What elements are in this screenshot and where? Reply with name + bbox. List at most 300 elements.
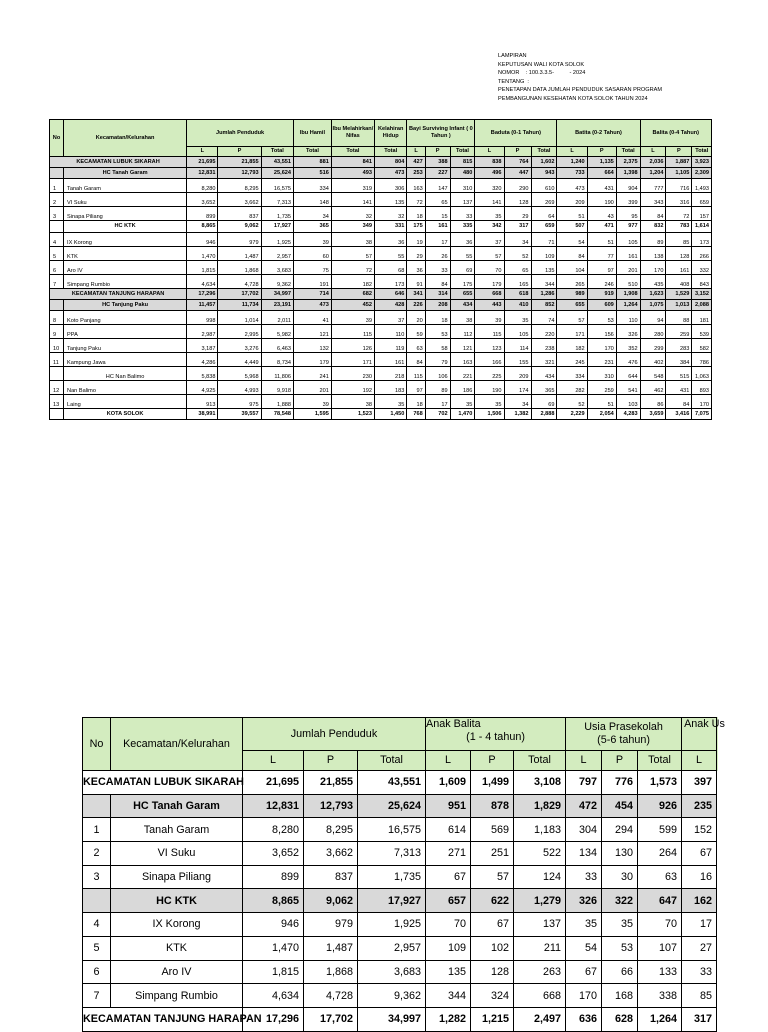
table-cell: 71 — [531, 232, 557, 246]
table-cell: 664 — [587, 168, 616, 179]
table-cell: 269 — [531, 193, 557, 207]
table-cell: 110 — [375, 324, 407, 338]
row-label: VI Suku — [64, 193, 187, 207]
table-cell: 1,135 — [587, 157, 616, 168]
table-cell: 53 — [602, 936, 638, 960]
table-cell: 609 — [587, 299, 616, 310]
table-cell: 175 — [407, 221, 425, 232]
table-cell: 165 — [504, 274, 531, 288]
table-row — [50, 324, 712, 338]
table-cell: 644 — [616, 366, 640, 380]
table-cell: 334 — [557, 366, 587, 380]
table-cell: 764 — [504, 157, 531, 168]
row-number — [50, 408, 64, 419]
table-cell: 141 — [331, 193, 374, 207]
table-cell: 88 — [666, 310, 692, 324]
table-cell: 246 — [587, 274, 616, 288]
table-cell: 977 — [616, 221, 640, 232]
anak-balita-range: (1 - 4 tahun) — [466, 731, 525, 743]
table-cell: 434 — [531, 366, 557, 380]
subheader-cell: P — [602, 751, 638, 771]
table-cell: 1,868 — [304, 960, 358, 984]
table-cell: 3,662 — [218, 193, 261, 207]
table-cell: 975 — [218, 394, 261, 408]
table-cell: 659 — [531, 221, 557, 232]
table-cell: 434 — [450, 299, 475, 310]
subheader-cell: P — [666, 147, 692, 157]
table-cell: 102 — [471, 936, 514, 960]
table-cell: 119 — [375, 338, 407, 352]
table-cell: 447 — [504, 168, 531, 179]
table-cell: 35 — [504, 310, 531, 324]
table-cell: 18 — [425, 310, 450, 324]
table-cell: 29 — [407, 246, 425, 260]
table-cell: 27 — [682, 936, 717, 960]
table-cell: 1,735 — [358, 865, 426, 889]
col-header-jumlah-penduduk: Jumlah Penduduk — [243, 718, 426, 751]
table-cell: 271 — [426, 842, 471, 866]
row-number: 5 — [83, 936, 111, 960]
table-cell: 480 — [450, 168, 475, 179]
table-cell: 2,088 — [692, 299, 712, 310]
table-cell: 105 — [504, 324, 531, 338]
population-target-table-zoomed — [82, 717, 725, 1032]
table-cell: 1,573 — [638, 771, 682, 795]
table-cell: 668 — [475, 288, 504, 299]
row-number: 1 — [83, 818, 111, 842]
table-cell: 109 — [426, 936, 471, 960]
row-label: KECAMATAN TANJUNG HARAPAN — [83, 1007, 243, 1031]
subheader-cell: Total — [692, 147, 712, 157]
table-cell: 264 — [638, 842, 682, 866]
row-number: 12 — [50, 380, 64, 394]
table-cell: 17 — [425, 394, 450, 408]
table-cell: 349 — [331, 221, 374, 232]
table-cell: 1,398 — [616, 168, 640, 179]
table-cell: 33 — [566, 865, 602, 889]
table-cell: 384 — [666, 352, 692, 366]
table-cell: 2,888 — [531, 408, 557, 419]
table-cell: 34 — [504, 394, 531, 408]
table-cell: 38 — [331, 394, 374, 408]
table-cell: 51 — [587, 394, 616, 408]
table-cell: 657 — [426, 889, 471, 913]
table-cell: 51 — [557, 207, 587, 221]
col-header-batita: Batita (0-2 Tahun) — [557, 120, 640, 147]
table-cell: 36 — [407, 260, 425, 274]
table-cell: 130 — [602, 842, 638, 866]
table-row — [50, 338, 712, 352]
table-cell: 843 — [692, 274, 712, 288]
subheader-cell: P — [304, 751, 358, 771]
row-label: Aro IV — [64, 260, 187, 274]
table-cell: 946 — [243, 913, 304, 937]
table-cell: 66 — [602, 960, 638, 984]
table-cell: 34 — [504, 232, 531, 246]
table-cell: 1,815 — [243, 960, 304, 984]
table-cell: 182 — [557, 338, 587, 352]
subheader-cell: Total — [450, 147, 475, 157]
table-cell: 452 — [331, 299, 374, 310]
table-cell: 1,264 — [638, 1007, 682, 1031]
table-cell: 21,695 — [243, 771, 304, 795]
table-cell: 75 — [294, 260, 332, 274]
table-cell: 4,283 — [616, 408, 640, 419]
row-label: HC Tanjung Paku — [64, 299, 187, 310]
table-cell: 646 — [375, 288, 407, 299]
table-cell: 471 — [587, 221, 616, 232]
table-cell: 85 — [666, 232, 692, 246]
table-cell: 1,240 — [557, 157, 587, 168]
table-cell: 37 — [475, 232, 504, 246]
table-cell: 410 — [504, 299, 531, 310]
table-cell: 115 — [407, 366, 425, 380]
table-row — [83, 936, 717, 960]
table-cell: 1,735 — [261, 207, 293, 221]
table-cell: 156 — [587, 324, 616, 338]
table-cell: 16,575 — [358, 818, 426, 842]
table-cell: 3,652 — [187, 193, 218, 207]
table-cell: 3,416 — [666, 408, 692, 419]
table-cell: 402 — [640, 352, 666, 366]
table-cell: 1,487 — [218, 246, 261, 260]
table-cell: 473 — [557, 179, 587, 193]
table-cell: 9,918 — [261, 380, 293, 394]
table-cell: 84 — [557, 246, 587, 260]
table-cell: 655 — [450, 288, 475, 299]
table-cell: 211 — [514, 936, 566, 960]
table-cell: 3,683 — [358, 960, 426, 984]
table-cell: 3,662 — [304, 842, 358, 866]
row-label: HC KTK — [64, 221, 187, 232]
table-cell: 2,011 — [261, 310, 293, 324]
table-row — [83, 889, 717, 913]
row-label: KECAMATAN LUBUK SIKARAH — [50, 157, 187, 168]
row-label: Tanah Garam — [111, 818, 243, 842]
row-label: HC Nan Balimo — [64, 366, 187, 380]
table-cell: 1,470 — [450, 408, 475, 419]
table-cell: 208 — [425, 299, 450, 310]
table-cell: 103 — [616, 394, 640, 408]
table-cell: 163 — [450, 352, 475, 366]
table-cell: 1,595 — [294, 408, 332, 419]
table-cell: 1,204 — [640, 168, 666, 179]
table-cell: 231 — [587, 352, 616, 366]
table-cell: 4,634 — [243, 984, 304, 1008]
table-cell: 112 — [450, 324, 475, 338]
table-row — [50, 221, 712, 232]
col-header-ibu-hamil: Ibu Hamil — [294, 120, 332, 147]
table-cell: 1,609 — [426, 771, 471, 795]
table-cell: 365 — [531, 380, 557, 394]
table-cell: 39 — [331, 310, 374, 324]
row-number: 5 — [50, 246, 64, 260]
table-cell: 135 — [426, 960, 471, 984]
table-cell: 183 — [375, 380, 407, 394]
table-cell: 1,279 — [514, 889, 566, 913]
subheader-cell: Total — [616, 147, 640, 157]
table-cell: 21,695 — [187, 157, 218, 168]
table-cell: 115 — [475, 324, 504, 338]
row-number: 6 — [50, 260, 64, 274]
table-cell: 893 — [692, 380, 712, 394]
subheader-cell: L — [557, 147, 587, 157]
table-cell: 408 — [666, 274, 692, 288]
table-cell: 57 — [471, 865, 514, 889]
table-cell: 161 — [425, 221, 450, 232]
table-cell: 12,831 — [243, 794, 304, 818]
table-cell: 397 — [682, 771, 717, 795]
table-cell: 115 — [331, 324, 374, 338]
table-cell: 1,623 — [640, 288, 666, 299]
table-cell: 2,995 — [218, 324, 261, 338]
table-cell: 161 — [616, 246, 640, 260]
table-cell: 1,815 — [187, 260, 218, 274]
table-cell: 326 — [616, 324, 640, 338]
table-cell: 428 — [375, 299, 407, 310]
row-label: HC Tanah Garam — [64, 168, 187, 179]
table-cell: 135 — [375, 193, 407, 207]
table-row — [50, 246, 712, 260]
table-row — [50, 299, 712, 310]
table-cell: 431 — [666, 380, 692, 394]
table-row — [50, 352, 712, 366]
table-cell: 106 — [425, 366, 450, 380]
table-cell: 3,659 — [640, 408, 666, 419]
subheader-cell: Total — [261, 147, 293, 157]
table-cell: 166 — [475, 352, 504, 366]
table-cell: 266 — [692, 246, 712, 260]
header-line: PENETAPAN DATA JUMLAH PENDUDUK SASARAN PROGRAM — [498, 87, 663, 94]
table-cell: 15 — [425, 207, 450, 221]
table-cell: 1,470 — [187, 246, 218, 260]
table-cell: 128 — [504, 193, 531, 207]
table-cell: 57 — [331, 246, 374, 260]
table-cell: 335 — [450, 221, 475, 232]
table-cell: 946 — [187, 232, 218, 246]
table-cell: 162 — [682, 889, 717, 913]
table-cell: 1,470 — [243, 936, 304, 960]
table-cell: 114 — [504, 338, 531, 352]
row-label: Aro IV — [111, 960, 243, 984]
table-row — [50, 260, 712, 274]
subheader-cell: L — [187, 147, 218, 157]
table-row — [83, 960, 717, 984]
table-row — [50, 408, 712, 419]
table-cell: 65 — [504, 260, 531, 274]
table-cell: 342 — [475, 221, 504, 232]
table-cell: 230 — [331, 366, 374, 380]
table-cell: 9,062 — [304, 889, 358, 913]
table-row — [83, 1007, 717, 1031]
table-cell: 899 — [187, 207, 218, 221]
table-cell: 290 — [504, 179, 531, 193]
table-cell: 11,734 — [218, 299, 261, 310]
row-number — [83, 889, 111, 913]
row-label: Simpang Rumbio — [111, 984, 243, 1008]
table-cell: 238 — [531, 338, 557, 352]
table-cell: 84 — [666, 394, 692, 408]
row-label: KTK — [64, 246, 187, 260]
row-number: 2 — [50, 193, 64, 207]
table-cell: 1,829 — [514, 794, 566, 818]
table-cell: 4,449 — [218, 352, 261, 366]
subheader-cell: L — [407, 147, 425, 157]
table-cell: 837 — [304, 865, 358, 889]
subheader-cell: Total — [375, 147, 407, 157]
table-row — [83, 771, 717, 795]
table-cell: 51 — [587, 232, 616, 246]
table-cell: 2,054 — [587, 408, 616, 419]
table-cell: 3,152 — [692, 288, 712, 299]
table-cell: 161 — [666, 260, 692, 274]
table-cell: 133 — [638, 960, 682, 984]
table-cell: 69 — [531, 394, 557, 408]
row-number: 7 — [83, 984, 111, 1008]
table-cell: 647 — [638, 889, 682, 913]
table-cell: 3,652 — [243, 842, 304, 866]
row-label: Kampung Jawa — [64, 352, 187, 366]
table-cell: 989 — [557, 288, 587, 299]
table-cell: 539 — [692, 324, 712, 338]
row-number: 8 — [50, 310, 64, 324]
table-cell: 251 — [471, 842, 514, 866]
table-cell: 1,014 — [218, 310, 261, 324]
table-cell: 8,280 — [187, 179, 218, 193]
table-cell: 618 — [504, 288, 531, 299]
table-cell: 20 — [407, 310, 425, 324]
table-cell: 668 — [514, 984, 566, 1008]
table-row — [83, 818, 717, 842]
row-label: KECAMATAN LUBUK SIKARAH — [83, 771, 243, 795]
table-cell: 57 — [475, 246, 504, 260]
table-cell: 95 — [616, 207, 640, 221]
table-cell: 320 — [475, 179, 504, 193]
table-cell: 326 — [566, 889, 602, 913]
table-cell: 8,295 — [304, 818, 358, 842]
table-cell: 43,551 — [358, 771, 426, 795]
table-cell: 515 — [666, 366, 692, 380]
row-number: 1 — [50, 179, 64, 193]
row-number: 13 — [50, 394, 64, 408]
row-label: HC Tanah Garam — [111, 794, 243, 818]
table-cell: 1,215 — [471, 1007, 514, 1031]
table-cell: 54 — [557, 232, 587, 246]
table-cell: 174 — [504, 380, 531, 394]
table-row — [50, 366, 712, 380]
table-row — [50, 288, 712, 299]
table-cell: 91 — [407, 274, 425, 288]
table-cell: 221 — [450, 366, 475, 380]
table-cell: 77 — [587, 246, 616, 260]
table-cell: 548 — [640, 366, 666, 380]
table-cell: 3,923 — [692, 157, 712, 168]
table-row — [83, 865, 717, 889]
table-cell: 768 — [407, 408, 425, 419]
table-cell: 26 — [425, 246, 450, 260]
table-cell: 43 — [587, 207, 616, 221]
table-cell: 192 — [331, 380, 374, 394]
table-cell: 979 — [304, 913, 358, 937]
table-cell: 1,013 — [666, 299, 692, 310]
table-cell: 1,602 — [531, 157, 557, 168]
table-cell: 37 — [375, 310, 407, 324]
table-row — [83, 984, 717, 1008]
table-cell: 427 — [407, 157, 425, 168]
table-cell: 65 — [425, 193, 450, 207]
table-cell: 496 — [475, 168, 504, 179]
row-label: HC KTK — [111, 889, 243, 913]
table-cell: 63 — [407, 338, 425, 352]
row-label: IX Korong — [64, 232, 187, 246]
table-cell: 4,728 — [218, 274, 261, 288]
table-cell: 70 — [475, 260, 504, 274]
table-cell: 998 — [187, 310, 218, 324]
table-cell: 306 — [375, 179, 407, 193]
row-number — [50, 366, 64, 380]
table-cell: 53 — [425, 324, 450, 338]
table-cell: 1,105 — [666, 168, 692, 179]
population-target-table — [49, 119, 712, 420]
table-cell: 476 — [616, 352, 640, 366]
table-cell: 39 — [294, 394, 332, 408]
table-cell: 1,183 — [514, 818, 566, 842]
table-cell: 35 — [475, 207, 504, 221]
document-header — [498, 52, 662, 104]
table-cell: 126 — [331, 338, 374, 352]
table-cell: 38 — [450, 310, 475, 324]
table-cell: 1,506 — [475, 408, 504, 419]
table-cell: 599 — [638, 818, 682, 842]
table-cell: 171 — [331, 352, 374, 366]
table-cell: 614 — [426, 818, 471, 842]
table-cell: 304 — [566, 818, 602, 842]
table-cell: 173 — [375, 274, 407, 288]
table-cell: 138 — [640, 246, 666, 260]
table-cell: 33 — [682, 960, 717, 984]
table-cell: 41 — [294, 310, 332, 324]
table-cell: 1,908 — [616, 288, 640, 299]
table-cell: 776 — [602, 771, 638, 795]
table-cell: 582 — [692, 338, 712, 352]
col-header-kecamatan: Kecamatan/Kelurahan — [111, 718, 243, 771]
table-cell: 21,855 — [218, 157, 261, 168]
table-cell: 181 — [692, 310, 712, 324]
row-label: Koto Panjang — [64, 310, 187, 324]
col-header-usia-prasekolah — [566, 718, 682, 751]
table-cell: 209 — [557, 193, 587, 207]
table-cell: 163 — [407, 179, 425, 193]
col-header-jumlah-penduduk: Jumlah Penduduk — [187, 120, 294, 147]
table-cell: 18 — [407, 207, 425, 221]
row-label: Sinapa Piliang — [111, 865, 243, 889]
table-cell: 227 — [425, 168, 450, 179]
table-cell: 569 — [471, 818, 514, 842]
table-cell: 58 — [425, 338, 450, 352]
table-cell: 70 — [638, 913, 682, 937]
table-cell: 64 — [531, 207, 557, 221]
table-cell: 655 — [557, 299, 587, 310]
table-row — [50, 232, 712, 246]
table-cell: 190 — [475, 380, 504, 394]
table-cell: 32 — [375, 207, 407, 221]
table-cell: 79 — [425, 352, 450, 366]
table-cell: 72 — [666, 207, 692, 221]
table-cell: 84 — [425, 274, 450, 288]
col-header-anak-balita — [426, 718, 566, 751]
table-cell: 170 — [692, 394, 712, 408]
table-cell: 8,865 — [187, 221, 218, 232]
